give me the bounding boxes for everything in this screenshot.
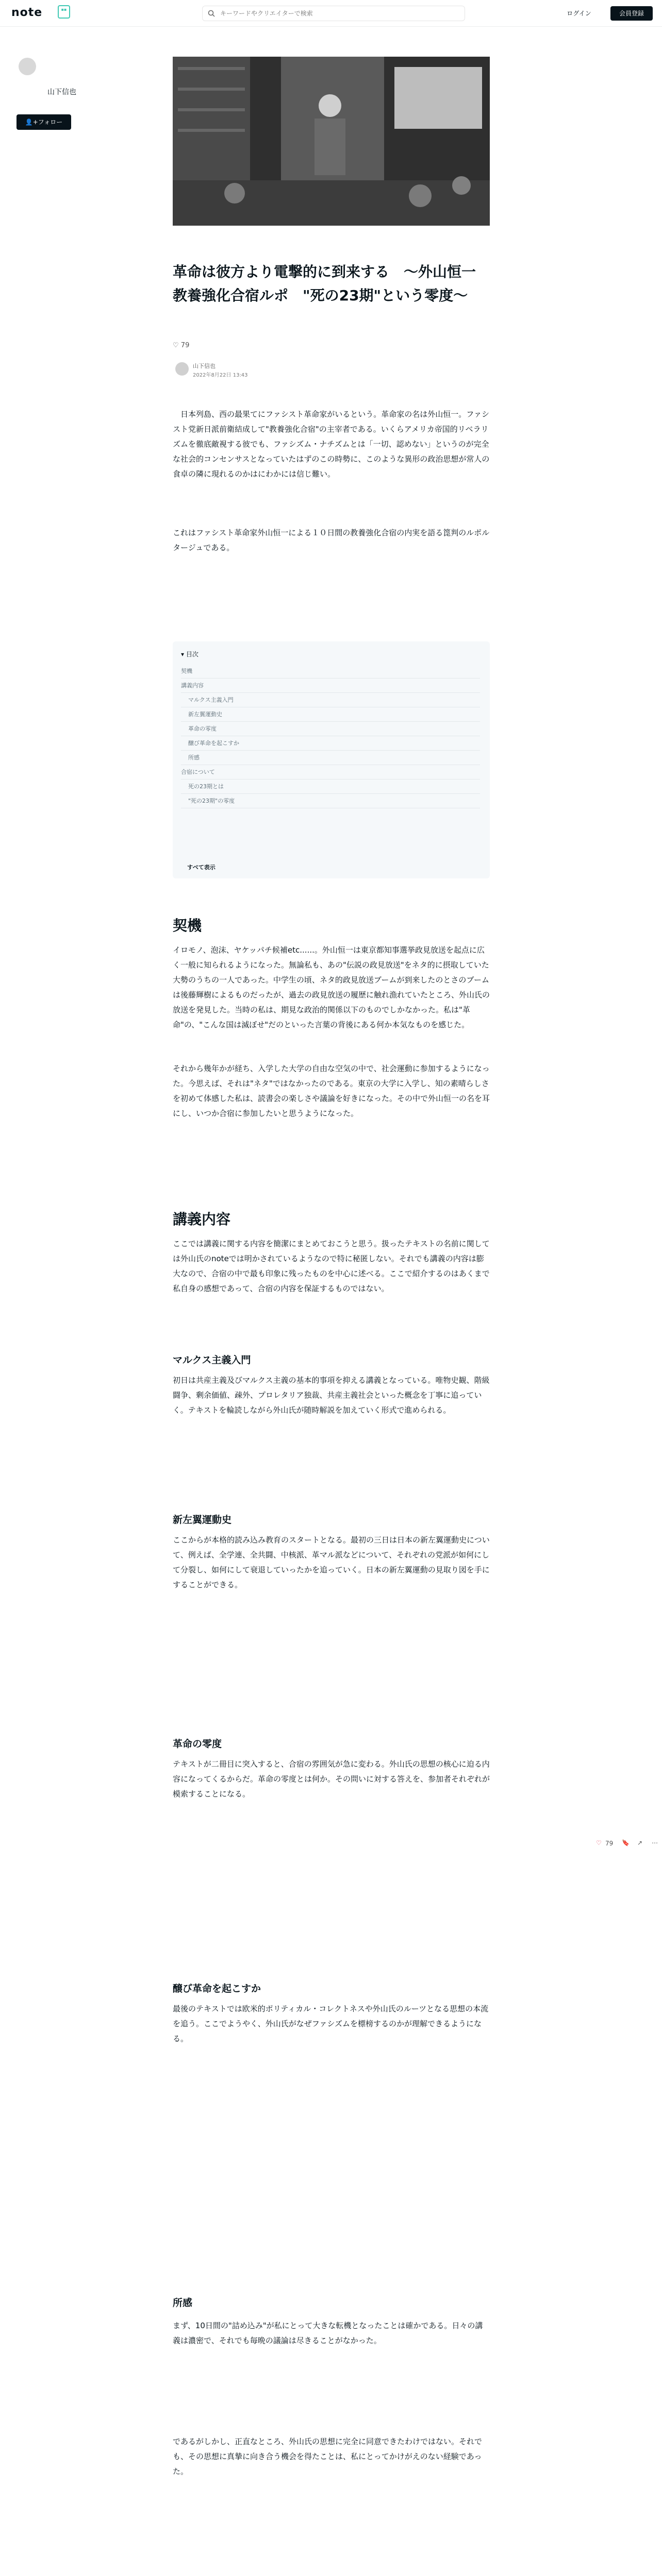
subsection-heading: 醸び革命を起こすか xyxy=(173,1983,261,1994)
section-paragraph: ここでは講義に関する内容を簡潔にまとめておこうと思う。扱ったテキストの名前に関しては外山氏のnoteでは明かされているようなので特に秘匿しない。それでも講義の内容は膨大なので、合宿の中で最も印象に残ったものを中心に述べる。ここで紹介するのはあくまで私自身の感想であって、合宿の内容を保証するものではない。 xyxy=(173,1239,490,1293)
toc-item[interactable]: 合宿について xyxy=(181,765,480,779)
bookmark-icon[interactable]: 🔖 xyxy=(622,1839,630,1846)
toc-item[interactable]: 新左翼運動史 xyxy=(181,707,480,722)
signup-button[interactable]: 会員登録 xyxy=(610,6,653,21)
section-paragraph: イロモノ、泡沫、ヤケッパチ候補etc......。外山恒一は東京都知事選挙政見放送を起点に広く一般に知られるようになった。無論私も、あの"伝説の政見放送"をネタ的に摂取していた大勢のうちの一人であった。中学生の頃、ネタ的政見放送ブームが到来したのとさのブームは後藤輝樹によるものだったが、過去の政見放送の履歴に触れ漁れていたところ、外山氏の放送を発見した。当時の私は、期見な政治的関係以下のものでしかなかった。私は"革命"の、"こんな国は滅ぼせ"だのといった言葉の背後にある何か本気なものを感じた。 xyxy=(173,945,490,1029)
toc-heading[interactable]: ▾ 目次 xyxy=(181,651,198,658)
heart-icon[interactable]: ♡ xyxy=(596,1839,602,1846)
author-avatar[interactable] xyxy=(19,58,36,75)
section-paragraph: テキストが二冊目に突入すると、合宿の雰囲気が急に変わる。外山氏の思想の核心に迫る内容になってくるからだ。革命の零度とは何か。その問いに対する答えを、参加者それぞれが模索することになる。 xyxy=(173,1759,490,1799)
intro-paragraph-2: これはファシスト革命家外山恒一による１０日間の教養強化合宿の内実を語る箆判のルポルタージュである。 xyxy=(173,528,490,552)
section-paragraph: であるがしかし、正直なところ、外山氏の思想に完全に同意できたわけではない。それでも、その思想に真摯に向き合う機会を得たことは、私にとってかけがえのない経験であった。 xyxy=(173,2437,483,2476)
intro-paragraph-1: 日本列島、西の最果てにファシスト革命家がいるという。革命家の名は外山恒一。ファシスト党新日派前衛結成して"教養強化合宿"の主宰者である。いくらアメリカ帝国的リベラリズムを徹底敵視する彼でも、ファシズム・ナチズムとは「一切、認めない」というのが完全な社会的コンセンサスとなっていたはずのこの時勢に、このような異形の政治思想が常人の食卓の隣に現れるのかはにわかには信じ難い。 xyxy=(173,410,490,479)
more-icon[interactable]: ⋯ xyxy=(652,1839,658,1846)
heart-icon[interactable]: ♡ xyxy=(173,342,179,349)
anniversary-badge-icon: ▪▪ xyxy=(58,5,70,19)
author-name[interactable]: 山下信也 xyxy=(193,363,216,369)
subsection-heading: 革命の零度 xyxy=(173,1738,222,1750)
section-paragraph: まず、10日間の"詰め込み"が私にとって大きな転機となったことは確かである。日々の講義は濃密で、それでも毎晩の議論は尽きることがなかった。 xyxy=(173,2321,483,2345)
person-plus-icon: 👤+ xyxy=(25,118,38,126)
header-photo xyxy=(173,57,490,226)
top-header xyxy=(0,0,662,27)
toc-item[interactable]: 死の23期とは xyxy=(181,779,480,794)
share-icon[interactable]: ↗ xyxy=(637,1839,643,1846)
header-photo-image xyxy=(173,57,490,226)
toc-item[interactable]: "死の23期"の零度 xyxy=(181,794,480,808)
subsection-heading: マルクス主義入門 xyxy=(173,1354,251,1366)
publish-date: 2022年8月22日 13:43 xyxy=(193,372,248,378)
section-paragraph: それから幾年かが経ち、入学した大学の自由な空気の中で、社会運動に参加するようになった。今思えば、それは"ネタ"ではなかったのである。東京の大学に入学し、知の素晴らしさを初めて体感した私は、読書会の楽しさや議論を好きになった。その中で外山恒一の名を耳にし、いつか合宿に参加したいと思うようになった。 xyxy=(173,1064,490,1118)
toc-item[interactable]: 契機 xyxy=(181,664,480,679)
subsection-heading: 所感 xyxy=(173,2297,193,2309)
toc-item[interactable]: 革命の零度 xyxy=(181,722,480,736)
toc-toggle-icon: ▾ xyxy=(181,651,186,658)
section-paragraph: 最後のテキストでは欧米的ポリティカル・コレクトネスや外山氏のルーツとなる思想の本流を追う。ここでようやく、外山氏がなぜファシズムを標榜するのかが理解できるようになる。 xyxy=(173,2004,489,2043)
follow-button[interactable] xyxy=(16,114,71,130)
section-heading: 講義内容 xyxy=(173,1211,231,1228)
author-small-avatar[interactable] xyxy=(175,362,189,376)
sidebar-author-name[interactable]: 山下信也 xyxy=(47,88,76,96)
search-box[interactable] xyxy=(202,6,465,21)
subsection-heading: 新左翼運動史 xyxy=(173,1514,232,1526)
section-heading: 契機 xyxy=(173,917,202,934)
toc-show-all[interactable]: すべて表示 xyxy=(187,864,216,871)
toc-item[interactable]: 醸び革命を起こすか xyxy=(181,736,480,751)
follow-label: フォロー xyxy=(38,118,63,126)
like-count: 79 xyxy=(180,342,190,349)
section-paragraph: ここからが本格的読み込み教育のスタートとなる。最初の三日は日本の新左翼運動史について、例えば、全学連、全共闘、中核派、革マル派などについて、それぞれの党派が如何にして分裂し、如何にして衰退していったかを追っていく。日本の新左翼運動の見取り図を手にすることができる。 xyxy=(173,1535,490,1589)
like-row[interactable] xyxy=(173,342,189,349)
login-button[interactable]: ログイン xyxy=(567,10,591,17)
section-paragraph: 初日は共産主義及びマルクス主義の基本的事項を抑える講義となっている。唯物史観、階級闘争、剰余価値、疎外、プロレタリア独裁、共産主義社会といった概念を丁寧に追っていく。テキストを輪読しながら外山氏が随時解説を加えていく形式で進められる。 xyxy=(173,1376,490,1415)
article-title: 革命は彼方より電撃的に到来する 〜外山恒一教養強化合宿ルポ "死の23期"という零度〜 xyxy=(173,263,476,304)
toc-item[interactable]: マルクス主義入門 xyxy=(181,693,480,707)
note-logo[interactable]: note xyxy=(11,6,43,19)
search-input[interactable] xyxy=(220,8,457,19)
table-of-contents xyxy=(173,641,490,878)
toc-item[interactable]: 講義内容 xyxy=(181,679,480,693)
search-icon xyxy=(208,10,215,17)
floating-like-count: 79 xyxy=(605,1840,614,1847)
toc-item[interactable]: 所感 xyxy=(181,751,480,765)
